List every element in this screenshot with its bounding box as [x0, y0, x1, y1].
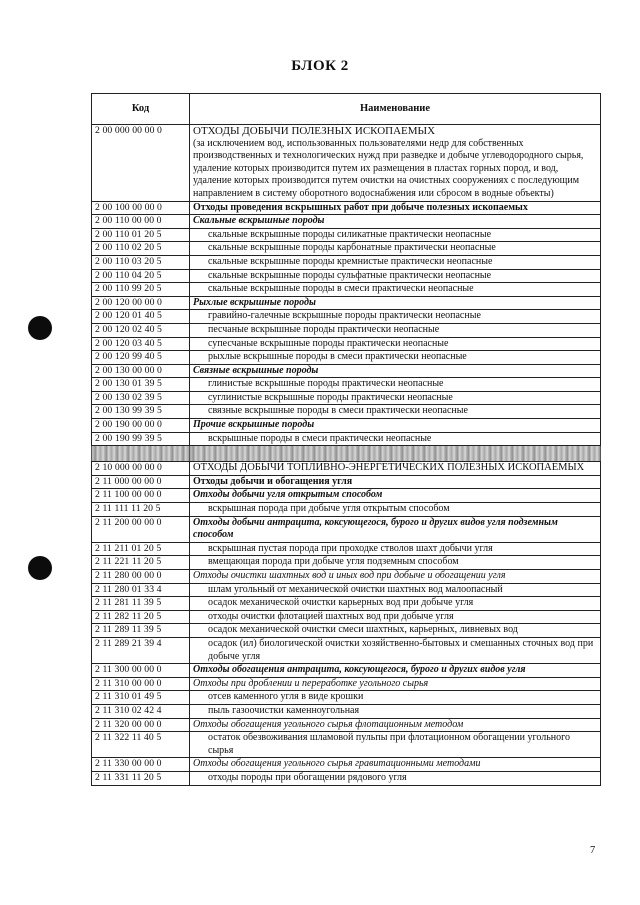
section-title: ОТХОДЫ ДОБЫЧИ ПОЛЕЗНЫХ ИСКОПАЕМЫХ — [193, 125, 436, 137]
table-row — [92, 351, 601, 365]
row-name: скальные вскрышные породы кремнистые практически неопасные — [190, 255, 601, 269]
row-name: супесчаные вскрышные породы практически неопасные — [190, 337, 601, 351]
row-name: пыль газоочистки каменноугольная — [190, 704, 601, 718]
table-row — [92, 283, 601, 297]
table-body — [92, 125, 601, 786]
header-name: Наименование — [190, 94, 601, 125]
row-code: 2 00 110 02 20 5 — [92, 242, 190, 256]
row-code: 2 00 110 99 20 5 — [92, 283, 190, 297]
row-code: 2 11 330 00 00 0 — [92, 758, 190, 772]
row-code: 2 11 289 21 39 4 — [92, 637, 190, 663]
row-name: Отходы очистки шахтных вод и иных вод при добыче и обогащении угля — [190, 570, 601, 584]
table-row — [92, 419, 601, 433]
row-name: Скальные вскрышные породы — [190, 215, 601, 229]
table-row — [92, 556, 601, 570]
table-row — [92, 583, 601, 597]
table-row — [92, 637, 601, 663]
row-name: осадок механической очистки смеси шахтных, карьерных, ливневых вод — [190, 624, 601, 638]
table-row — [92, 310, 601, 324]
row-code: 2 11 281 11 39 5 — [92, 597, 190, 611]
row-code: 2 11 322 11 40 5 — [92, 732, 190, 758]
header-code: Код — [92, 94, 190, 125]
table-row — [92, 570, 601, 584]
row-name: Связные вскрышные породы — [190, 364, 601, 378]
section-note: (за исключением вод, использованных пользователями недр для собственных производственных и технологических нужд при разведке и добыче углеводородного сырья, удаление которых производится путем их размещения в пластах горных пород, и вод, удаление которых производится путем очистки на очистных сооружениях с последующим направлением в систему оборотного водоснабжения или сбросом в водные объекты) — [193, 137, 584, 199]
table-row — [92, 597, 601, 611]
table-row — [92, 691, 601, 705]
row-name: осадок (ил) биологической очистки хозяйственно-бытовых и смешанных сточных вод при добыче угля — [190, 637, 601, 663]
row-name: суглинистые вскрышные породы практически неопасные — [190, 391, 601, 405]
row-code: 2 11 320 00 00 0 — [92, 718, 190, 732]
row-code: 2 00 000 00 00 0 — [92, 125, 190, 202]
row-code: 2 00 110 03 20 5 — [92, 255, 190, 269]
row-code: 2 00 110 04 20 5 — [92, 269, 190, 283]
row-name: Рыхлые вскрышные породы — [190, 296, 601, 310]
row-code: 2 00 120 02 40 5 — [92, 323, 190, 337]
row-code: 2 00 100 00 00 0 — [92, 201, 190, 215]
row-code: 2 11 282 11 20 5 — [92, 610, 190, 624]
row-name: шлам угольный от механической очистки шахтных вод малоопасный — [190, 583, 601, 597]
row-name: Отходы обогащения угольного сырья гравитационными методами — [190, 758, 601, 772]
row-name: скальные вскрышные породы в смеси практически неопасные — [190, 283, 601, 297]
row-code: 2 11 211 01 20 5 — [92, 542, 190, 556]
row-name: рыхлые вскрышные породы в смеси практически неопасные — [190, 351, 601, 365]
row-name: остаток обезвоживания шламовой пульпы при флотационном обогащении угольного сырья — [190, 732, 601, 758]
row-code: 2 00 120 03 40 5 — [92, 337, 190, 351]
row-name: Отходы добычи и обогащения угля — [190, 475, 601, 489]
waste-code-table — [91, 93, 601, 786]
row-code: 2 11 331 11 20 5 — [92, 771, 190, 785]
row-name: отходы породы при обогащении рядового угля — [190, 771, 601, 785]
row-code: 2 11 300 00 00 0 — [92, 664, 190, 678]
table-row — [92, 125, 601, 202]
row-code: 2 11 289 11 39 5 — [92, 624, 190, 638]
row-name: вскрышная порода при добыче угля открытым способом — [190, 503, 601, 517]
table-row — [92, 323, 601, 337]
table-row — [92, 242, 601, 256]
table-row — [92, 364, 601, 378]
row-code: 2 10 000 00 00 0 — [92, 462, 190, 476]
row-name: скальные вскрышные породы карбонатные практически неопасные — [190, 242, 601, 256]
row-name: скальные вскрышные породы силикатные практически неопасные — [190, 228, 601, 242]
row-name: Отходы при дроблении и переработке угольного сырья — [190, 677, 601, 691]
row-code: 2 00 190 99 39 5 — [92, 432, 190, 446]
row-name: песчаные вскрышные породы практически неопасные — [190, 323, 601, 337]
row-name: скальные вскрышные породы сульфатные практически неопасные — [190, 269, 601, 283]
row-name: отходы очистки флотацией шахтных вод при добыче угля — [190, 610, 601, 624]
table-row — [92, 610, 601, 624]
row-name: осадок механической очистки карьерных вод при добыче угля — [190, 597, 601, 611]
table-row — [92, 489, 601, 503]
table-row — [92, 228, 601, 242]
row-code: 2 11 280 01 33 4 — [92, 583, 190, 597]
row-name — [190, 125, 601, 202]
table-row — [92, 771, 601, 785]
row-code: 2 00 120 00 00 0 — [92, 296, 190, 310]
table-row — [92, 664, 601, 678]
table-row — [92, 432, 601, 446]
table-row — [92, 758, 601, 772]
row-name: вскрышная пустая порода при проходке стволов шахт добычи угля — [190, 542, 601, 556]
table-row — [92, 462, 601, 476]
row-code: 2 11 111 11 20 5 — [92, 503, 190, 517]
table-row — [92, 405, 601, 419]
row-code: 2 00 110 01 20 5 — [92, 228, 190, 242]
row-code: 2 00 120 99 40 5 — [92, 351, 190, 365]
row-code: 2 00 130 02 39 5 — [92, 391, 190, 405]
table-row — [92, 255, 601, 269]
table-row — [92, 269, 601, 283]
row-name: Отходы проведения вскрышных работ при добыче полезных ископаемых — [190, 201, 601, 215]
table-row — [92, 215, 601, 229]
table-row — [92, 624, 601, 638]
table-row — [92, 503, 601, 517]
row-name: Отходы добычи угля открытым способом — [190, 489, 601, 503]
row-code: 2 11 280 00 00 0 — [92, 570, 190, 584]
block-title: БЛОК 2 — [291, 58, 349, 74]
row-name: вскрышные породы в смеси практически неопасные — [190, 432, 601, 446]
row-code: 2 11 000 00 00 0 — [92, 475, 190, 489]
table-row — [92, 732, 601, 758]
row-name: Прочие вскрышные породы — [190, 419, 601, 433]
row-code: 2 11 310 02 42 4 — [92, 704, 190, 718]
row-name: гравийно-галечные вскрышные породы практически неопасные — [190, 310, 601, 324]
row-code: 2 11 310 00 00 0 — [92, 677, 190, 691]
row-code: 2 00 110 00 00 0 — [92, 215, 190, 229]
punch-hole-bottom — [28, 556, 52, 580]
row-name — [190, 446, 601, 462]
row-name: Отходы добычи антрацита, коксующегося, бурого и других видов угля подземным способом — [190, 516, 601, 542]
row-name: Отходы обогащения угольного сырья флотационным методом — [190, 718, 601, 732]
table-row — [92, 516, 601, 542]
table-row — [92, 337, 601, 351]
table-row — [92, 718, 601, 732]
row-name: Отходы обогащения антрацита, коксующегося, бурого и других видов угля — [190, 664, 601, 678]
row-code — [92, 446, 190, 462]
row-code: 2 00 130 99 39 5 — [92, 405, 190, 419]
table-row — [92, 704, 601, 718]
punch-hole-top — [28, 316, 52, 340]
table-row — [92, 446, 601, 462]
row-code: 2 00 190 00 00 0 — [92, 419, 190, 433]
table-row — [92, 391, 601, 405]
table-row — [92, 296, 601, 310]
row-code: 2 00 130 00 00 0 — [92, 364, 190, 378]
row-code: 2 00 120 01 40 5 — [92, 310, 190, 324]
row-name: связные вскрышные породы в смеси практически неопасные — [190, 405, 601, 419]
table-row — [92, 542, 601, 556]
table-header-row — [92, 94, 601, 125]
table-row — [92, 201, 601, 215]
row-code: 2 00 130 01 39 5 — [92, 378, 190, 392]
row-name: вмещающая порода при добыче угля подземным способом — [190, 556, 601, 570]
row-code: 2 11 100 00 00 0 — [92, 489, 190, 503]
row-code: 2 11 221 11 20 5 — [92, 556, 190, 570]
page-number: 7 — [590, 845, 596, 856]
table-row — [92, 378, 601, 392]
row-name: глинистые вскрышные породы практически неопасные — [190, 378, 601, 392]
table-row — [92, 677, 601, 691]
row-code: 2 11 200 00 00 0 — [92, 516, 190, 542]
row-code: 2 11 310 01 49 5 — [92, 691, 190, 705]
table-row — [92, 475, 601, 489]
row-name: ОТХОДЫ ДОБЫЧИ ТОПЛИВНО-ЭНЕРГЕТИЧЕСКИХ ПОЛЕЗНЫХ ИСКОПАЕМЫХ — [190, 462, 601, 476]
row-name: отсев каменного угля в виде крошки — [190, 691, 601, 705]
